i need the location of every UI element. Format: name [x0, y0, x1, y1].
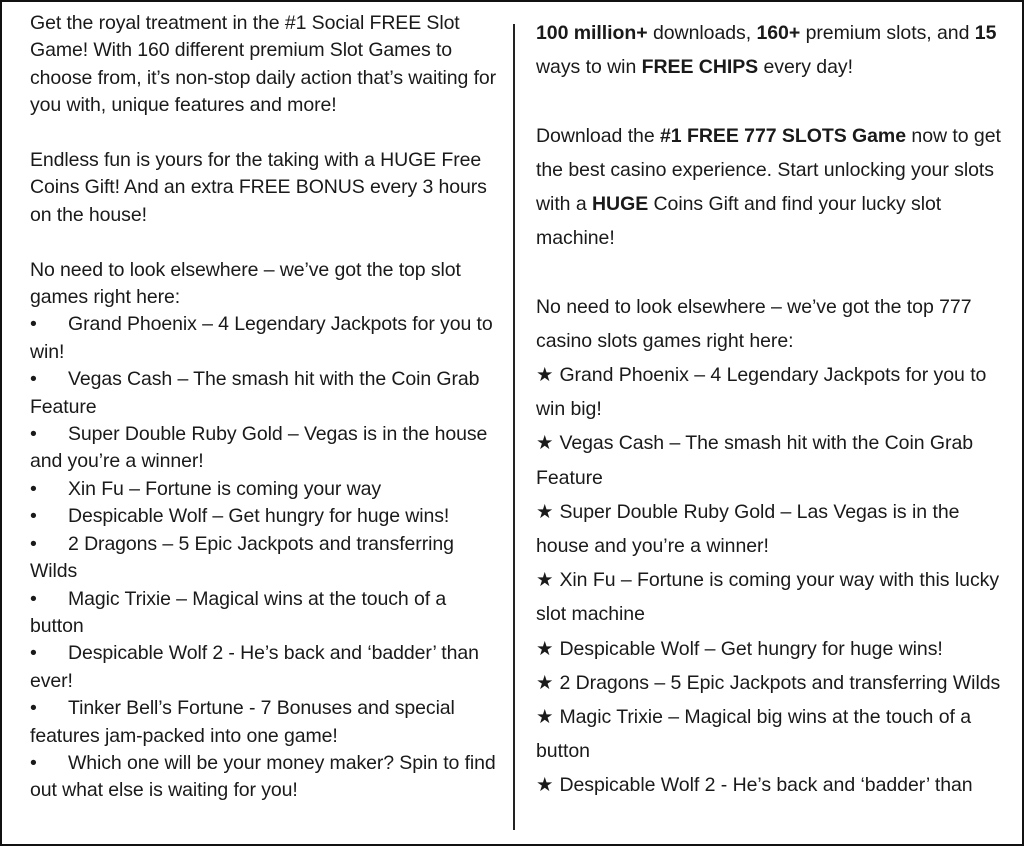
left-bonus-paragraph: Endless fun is yours for the taking with a HUGE Free Coins Gift! And an extra FREE BONUS every 3 hours on the house! — [30, 149, 487, 226]
left-intro-paragraph: Get the royal treatment in the #1 Social FREE Slot Game! With 160 different premium Slot Games to choose from, it’s non-stop daily action that’s waiting for you with, unique features and more! — [30, 12, 497, 117]
left-description-column — [30, 10, 500, 805]
left-list-item: • 2 Dragons – 5 Epic Jackpots and transferring Wilds — [30, 532, 454, 583]
left-list-item: • Tinker Bell’s Fortune - 7 Bonuses and special features jam-packed into one game! — [30, 697, 455, 747]
right-list-item: ★ Despicable Wolf 2 - He’s back and ‘badder’ than — [536, 774, 973, 797]
left-list-item: • Despicable Wolf – Get hungry for huge wins! — [30, 503, 500, 530]
bullet-icon: • — [30, 642, 37, 665]
star-icon: ★ — [536, 432, 554, 455]
right-list-intro: No need to look elsewhere – we’ve got the top 777 casino slots games right here: — [536, 295, 972, 352]
bullet-icon: • — [30, 505, 37, 528]
left-list-item: • Grand Phoenix – 4 Legendary Jackpots for you to win! — [30, 313, 493, 363]
paragraph-spacer — [30, 229, 500, 256]
left-list-item: • Magic Trixie – Magical wins at the touch of a button — [30, 587, 447, 637]
right-list-item: ★ Grand Phoenix – 4 Legendary Jackpots for you to win big! — [536, 364, 987, 421]
star-icon: ★ — [536, 364, 554, 386]
left-list-item: • Xin Fu – Fortune is coming your way — [30, 476, 500, 503]
bullet-icon: • — [30, 423, 37, 446]
left-list-item: • Vegas Cash – The smash hit with the Coin Grab Feature — [30, 368, 480, 418]
right-list-item: ★ Despicable Wolf – Get hungry for huge wins! — [536, 637, 943, 660]
bullet-icon: • — [30, 313, 37, 336]
bullet-icon: • — [30, 697, 37, 720]
bullet-icon: • — [30, 368, 37, 391]
paragraph-spacer — [536, 255, 1016, 289]
bullet-icon: • — [30, 587, 37, 610]
star-icon: ★ — [536, 671, 554, 694]
left-list-item: • Super Double Ruby Gold – Vegas is in the house and you’re a winner! — [30, 423, 488, 473]
right-list-item: ★ Vegas Cash – The smash hit with the Coin Grab Feature — [536, 432, 974, 489]
bullet-icon: • — [30, 532, 37, 555]
star-icon: ★ — [536, 774, 554, 797]
left-list-item: • Which one will be your money maker? Spin to find out what else is waiting for you! — [30, 751, 496, 802]
paragraph-spacer — [30, 120, 500, 147]
bullet-icon: • — [30, 477, 37, 500]
column-divider — [513, 24, 515, 830]
right-list-item: ★ Xin Fu – Fortune is coming your way with this lucky slot machine — [536, 569, 1000, 626]
left-list-intro: No need to look elsewhere – we’ve got the top slot games right here: — [30, 258, 461, 309]
star-icon: ★ — [536, 637, 554, 660]
right-description-column — [536, 16, 1016, 803]
left-list-item: • Despicable Wolf 2 - He’s back and ‘badder’ than ever! — [30, 642, 479, 692]
paragraph-spacer — [536, 84, 1016, 118]
right-list-item: ★ 2 Dragons – 5 Epic Jackpots and transferring Wilds — [536, 671, 1001, 694]
star-icon: ★ — [536, 569, 554, 592]
right-list-item: ★ Super Double Ruby Gold – Las Vegas is in the house and you’re a winner! — [536, 500, 960, 558]
right-list-item: ★ Magic Trixie – Magical big wins at the touch of a button — [536, 706, 972, 763]
star-icon: ★ — [536, 500, 554, 523]
star-icon: ★ — [536, 706, 554, 729]
bullet-icon: • — [30, 751, 37, 774]
right-download-paragraph: Download the #1 FREE 777 SLOTS Game now to get the best casino experience. Start unlocking your slots with a HUGE Coins Gift and find your lucky slot machine! — [536, 124, 1001, 250]
right-stats-paragraph: 100 million+ downloads, 160+ premium slots, and 15 ways to win FREE CHIPS every day! — [536, 22, 997, 79]
